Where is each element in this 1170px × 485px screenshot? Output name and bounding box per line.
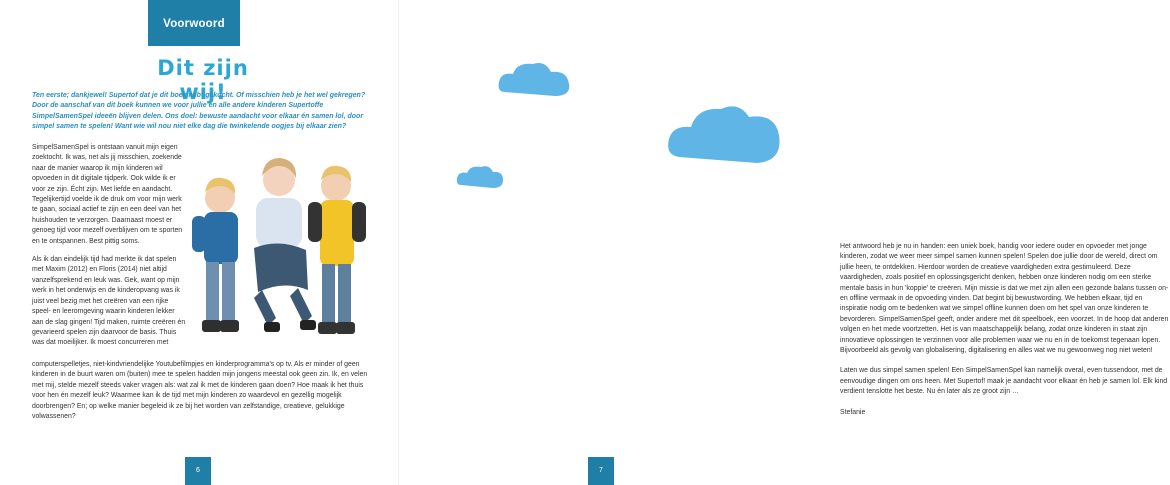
page-number-right: 7 bbox=[588, 457, 614, 485]
family-photo bbox=[184, 140, 374, 358]
right-column bbox=[840, 242, 1170, 428]
right-page bbox=[400, 0, 1169, 485]
boy-right bbox=[308, 166, 366, 334]
left-page bbox=[0, 0, 400, 485]
left-column bbox=[32, 143, 187, 357]
intro-text: Ten eerste; dankjewel! Supertof dat je dit boek hebt gekocht. Of misschien heb je het wel gekregen? Door de aanschaf van dit boek kunnen we voor jullie en alle andere kinderen Supertoffe SimpelSamenSpel ideeën blijven delen. Ons doel: bewuste aandacht voor elkaar én samen lol, door simpel samen te spelen! Want wie wil nou niet elke dag die twinkelende oogjes bij elkaar zien? bbox=[32, 92, 366, 131]
paragraph-2: Als ik dan eindelijk tijd had merkte ik dat spelen met Maxim (2012) en Floris (2014) niet altijd vanzelfsprekend en leuk was. Gek, want op mijn werk in het onderwijs en de kinderopvang was ik juist veel bezig met het creëren van een rijke speel- en leeromgeving waarin kinderen lekker aan de slag gingen! Tijd maken, ruimte creëren én gevarieerd spelen zijn daarvoor de basis. Thuis was dat moeilijker. Ik moest concurreren met bbox=[32, 256, 186, 347]
section-banner bbox=[148, 0, 240, 46]
bottom-text: computerspelletjes, niet-kindvriendelijke Youtubefilmpjes en kinderprogramma's op tv. Als er minder of geen kinderen in de buurt waren om (buiten) mee te spelen hadden mijn jongens meestal ook geen zin. Ik, en velen met mij, stelde mezelf steeds vaker vragen als: wat zal ik met de kinderen gaan doen? Hoe maak ik het thuis voor hen én mezelf leuk? Waarmee kan ik de tijd met mijn kinderen zo waardevol en gezellig mogelijk doorbrengen? En; op welke manier begeleid ik ze bij het worden van zelfstandige, creatieve, gelukkige volwassenen? bbox=[32, 361, 368, 421]
paragraph-1: SimpelSamenSpel is ontstaan vanuit mijn eigen zoektocht. Ik was, net als jij misschien, zoekende naar de manier waarop ik mijn kinderen wil opvoeden in dit digitale tijdperk. Ook wilde ik er voor ze zijn. Écht zijn. Met liefde en aandacht. Tegelijkertijd voelde ik de druk om voor mijn werk te gaan, sociaal actief te zijn en een deel van het huishouden te verzorgen. Daarnaast moest er genoeg tijd voor mezelf overblijven om te sporten en te ontspannen. Best pittig soms. bbox=[32, 144, 183, 245]
section-banner-label: Voorwoord bbox=[163, 18, 225, 30]
page-title: Dit zijn wij! bbox=[157, 56, 249, 104]
signature: Stefanie bbox=[840, 408, 866, 416]
page-number-left: 6 bbox=[185, 457, 211, 485]
boy-left bbox=[192, 178, 239, 332]
cloud-icon bbox=[455, 163, 505, 191]
woman bbox=[254, 158, 316, 332]
cloud-icon bbox=[495, 58, 575, 103]
cloud-icon bbox=[665, 95, 785, 175]
paragraph-4: Laten we dus simpel samen spelen! Een SimpelSamenSpel kan namelijk overal, even tussendoor, met de eenvoudige dingen om ons heen. Met Supertof! maak je aandacht voor elkaar én heb je samen lol. Elk kind verdient tenslotte het beste. Nu én later als ze groot zijn … bbox=[840, 367, 1168, 396]
paragraph-3: Het antwoord heb je nu in handen: een uniek boek, handig voor iedere ouder en opvoeder met jonge kinderen, zodat we weer meer simpel samen kunnen spelen! Spelen doe jullie door de wereld, direct om jullie heen, te ontdekken. Hierdoor worden de creatieve vaardigheden extra gestimuleerd. Deze vaardigheden, zoals positief en oplossingsgericht denken, hebben onze kinderen nodig om een sterke mentale basis in hun 'koppie' te creëren. Mijn missie is dat we met zijn allen een gezonde balans tussen on- en offline vermaak in de opvoeding vinden. Dat begint bij bewustwording. We hebben elkaar, tijd en inspiratie nodig om te bedenken wat we simpel offline kunnen doen om het spel van onze kinderen te bevorderen. SimpelSamenSpel geeft, onder andere met dit speelboek, een voorzet. In de hoop dat anderen volgen en het mede voortzetten. Het is van maatschappelijk belang, zodat onze kinderen in staat zijn innovatieve oplossingen te verzinnen voor alle problemen waar we nu en in de toekomst tegenaan lopen. Bijvoorbeeld als gevolg van globalisering, digitalisering en alles wat we nu gewoonweg nog niet weten! bbox=[840, 243, 1169, 355]
